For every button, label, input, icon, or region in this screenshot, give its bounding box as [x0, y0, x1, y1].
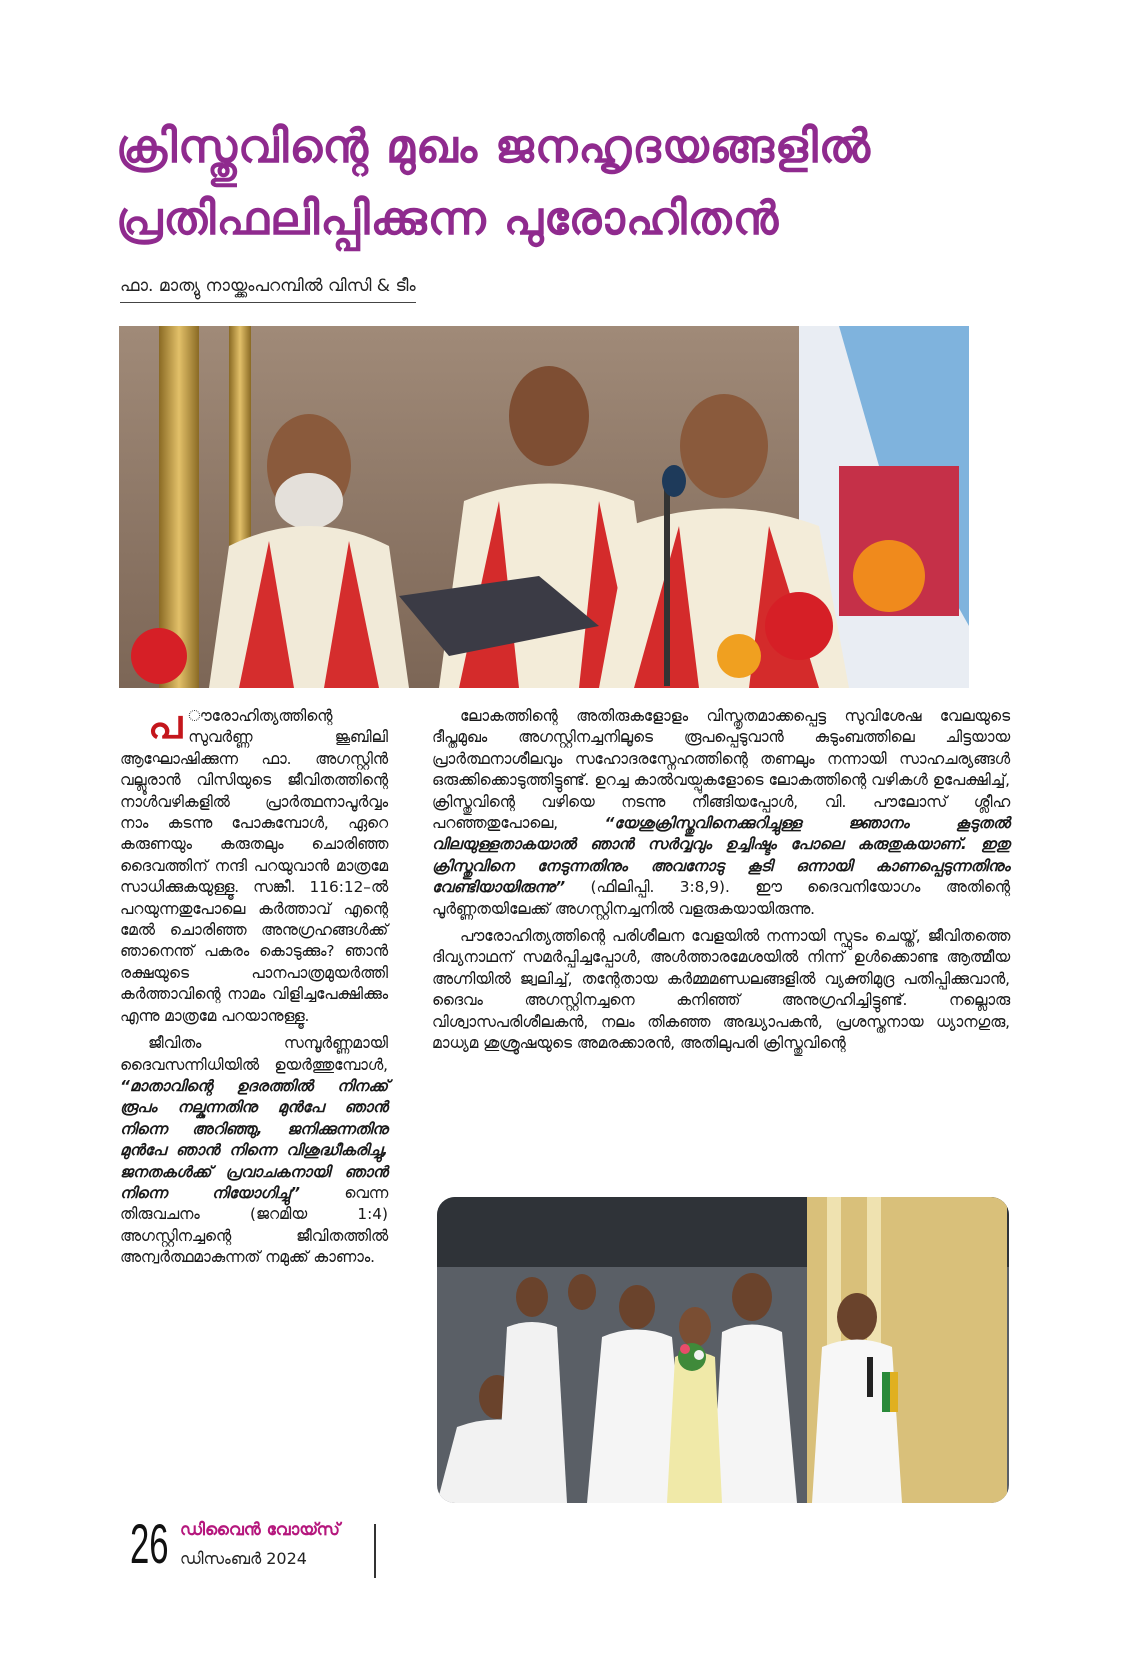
- issue-date: ഡിസംബർ 2024: [180, 1549, 307, 1568]
- right-paragraph-1-lead: ലോകത്തിന്റെ അതിരുകളോളം വിസ്തൃതമാക്കപ്പെട്ട സുവിശേഷ വേലയുടെ ദീപ്തമുഖം അഗസ്റ്റിനച്ചനിലൂടെ രൂപപ്പെടുവാൻ കുടുംബത്തിലെ ചിട്ടയായ പ്രാർത്ഥനാശീലവും സഹോദരസ്നേഹത്തിന്റെ തണലും നന്നായി സാഹചര്യങ്ങൾ ഒരുക്കിക്കൊടുത്തിട്ടുണ്ട്. ഉറച്ച കാൽവയ്പുകളോടെ ലോകത്തിന്റെ വഴികൾ ഉപേക്ഷിച്ച്, ക്രിസ്തുവിന്റെ വഴിയെ നടന്നു നീങ്ങിയപ്പോൾ, വി. പൗലോസ് ശ്ലീഹ പറഞ്ഞതുപോലെ,: [432, 707, 1010, 833]
- greeting-ceremony-photo: [437, 1197, 1009, 1503]
- article-title: [116, 110, 1016, 254]
- right-column: [432, 706, 1010, 1061]
- dropcap: പ: [148, 702, 183, 748]
- left-paragraph-2: [120, 1033, 388, 1268]
- right-paragraph-1: [432, 706, 1010, 920]
- magazine-name: ഡിവൈൻ വോയ്സ്: [180, 1520, 340, 1540]
- article-title-line-1: ക്രിസ്തുവിന്റെ മുഖം ജനഹൃദയങ്ങളിൽ: [116, 119, 871, 173]
- jeremiah-quote: “മാതാവിന്റെ ഉദരത്തിൽ നിനക്ക് രൂപം നല്കുന്നതിനു മുൻപേ ഞാൻ നിന്നെ അറിഞ്ഞു, ജനിക്കുന്നതിനു മുൻപേ ഞാൻ നിന്നെ വിശുദ്ധീകരിച്ചു, ജനതകൾക്ക് പ്രവാചകനായി ഞാൻ നിന്നെ നിയോഗിച്ചു”: [120, 1076, 388, 1202]
- right-paragraph-1-tail: (ഫിലിപ്പി. 3:8,9). ഈ ദൈവനിയോഗം അതിന്റെ പൂർണ്ണതയിലേക്ക് അഗസ്റ്റിനച്ചനിൽ വളരുകയായിരുന്നു.: [432, 878, 1010, 918]
- left-column: [120, 702, 388, 1275]
- right-paragraph-2: പൗരോഹിത്യത്തിന്റെ പരിശീലന വേളയിൽ നന്നായി സ്ഫുടം ചെയ്ത്, ജീവിതത്തെ ദിവ്യനാഥന് സമർപ്പിച്ചപ്പോൾ, അൾത്താരമേശയിൽ നിന്ന് ഉൾക്കൊണ്ട ആത്മീയ അഗ്നിയിൽ ജ്വലിച്ച്, തന്റേതായ കർമ്മമണ്ഡലങ്ങളിൽ വ്യക്തിമുദ്ര പതിപ്പിക്കുവാൻ, ദൈവം അഗസ്റ്റിനച്ചനെ കനിഞ്ഞ് അനുഗ്രഹിച്ചിട്ടുണ്ട്. നല്ലൊരു വിശ്വാസപരിശീലകൻ, നലം തികഞ്ഞ അദ്ധ്യാപകൻ, പ്രശസ്തനായ ധ്യാനഗുരു, മാധ്യമ ശുശ്രൂഷയുടെ അമരക്കാരൻ, അതിലുപരി ക്രിസ്തുവിന്റെ: [432, 927, 1010, 1053]
- article-byline: ഫാ. മാത്യു നായ്ക്കംപറമ്പിൽ വിസി & ടീം: [120, 276, 416, 303]
- article-title-line-2: പ്രതിഫലിപ്പിക്കുന്ന പുരോഹിതൻ: [116, 191, 780, 245]
- priests-at-altar-photo: [119, 326, 969, 688]
- left-paragraph-1-text: ൗരോഹിത്യത്തിന്റെ സുവർണ്ണ ജൂബിലി ആഘോഷിക്കുന്ന ഫാ. അഗസ്റ്റിൻ വല്ലൂരാൻ വിസിയുടെ ജീവിതത്തിന്റെ നാൾവഴികളിൽ പ്രാർത്ഥനാപൂർവ്വം നാം കടന്നു പോകുമ്പോൾ, ഏറെ കരുണയും കരുതലും ചൊരിഞ്ഞ ദൈവത്തിന് നന്ദി പറയുവാൻ മാത്രമേ സാധിക്കുകയുള്ളൂ. സങ്കീ. 116:12–ൽ പറയുന്നതുപോലെ കർത്താവ് എന്റെ മേൽ ചൊരിഞ്ഞ അനുഗ്രഹങ്ങൾക്ക് ഞാനെന്ത് പകരം കൊടുക്കും? ഞാൻ രക്ഷയുടെ പാനപാത്രമുയർത്തി കർത്താവിന്റെ നാമം വിളിച്ചപേക്ഷിക്കും എന്നു മാത്രമേ പറയാനുള്ളൂ.: [120, 707, 388, 1025]
- footer-divider: [374, 1524, 376, 1578]
- page-number: 26: [130, 1512, 169, 1575]
- left-paragraph-1: [120, 702, 388, 1027]
- left-paragraph-2-lead: ജീവിതം സമ്പൂർണ്ണമായി ദൈവസന്നിധിയിൽ ഉയർത്തുമ്പോൾ,: [120, 1034, 388, 1074]
- philippians-quote: “യേശുക്രിസ്തുവിനെക്കുറിച്ചുള്ള ജ്ഞാനം കൂടുതൽ വിലയുള്ളതാകയാൽ ഞാൻ സർവ്വവും ഉച്ചിഷ്ടം പോലെ കരുതുകയാണ്. ഇതു ക്രിസ്തുവിനെ നേടുന്നതിനും അവനോടു കൂടി ഒന്നായി കാണപ്പെടുന്നതിനും വേണ്ടിയായിരുന്നു”: [432, 814, 1010, 897]
- left-paragraph-2-tail: വെന്ന തിരുവചനം (ജറമിയ 1:4) അഗസ്റ്റിനച്ചന്റെ ജീവിതത്തിൽ അന്വർത്ഥമാകുന്നത് നമുക്ക് കാണാം.: [120, 1183, 388, 1267]
